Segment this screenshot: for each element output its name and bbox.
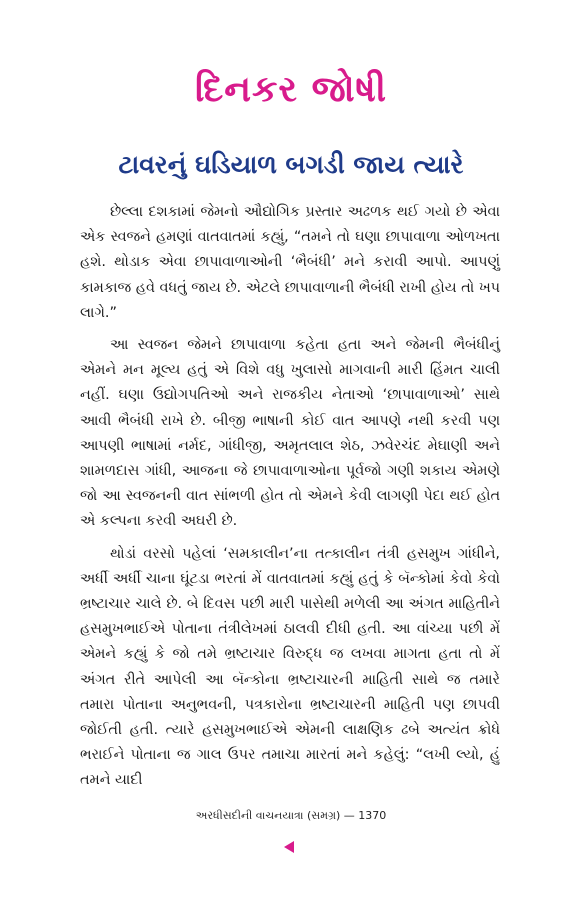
- article-title: ટાવરનું ઘડિયાળ બગડી જાય ત્યારે: [118, 150, 464, 179]
- page-footer: અરધીસદીની વાચનયાત્રા (સમગ્ર) — 1370: [195, 809, 387, 822]
- paragraph-2: આ સ્વજન જેમને છાપાવાળા કહેતા હતા અને જેમની ભૈબંધીનું એમને મન મૂલ્ય હતું એ વિશે વધુ ખુલાસો માગવાની મારી હિંમત ચાલી નહીં. ઘણા ઉદ્યોગપતિઓ અને રાજકીય નેતાઓ ‘છાપાવાળાઓ’ સાથે આવી ભૈબંધી રાખે છે. બીજી ભાષાની કોઈ વાત આપણે નથી કરવી પણ આપણી ભાષામાં નર્મદ, ગાંધીજી, અમૃતલાલ શેઠ, ઝવેરચંદ મેઘાણી અને શામળદાસ ગાંધી, આજના જે છાપાવાળાઓના પૂર્વજો ગણી શકાય એમણે જો આ સ્વજનની વાત સાંભળી હોત તો એમને કેવી લાગણી પેદા થઈ હોત એ કલ્પના કરવી અઘરી છે.: [80, 337, 500, 530]
- article-body: [80, 200, 500, 801]
- paragraph-1: છેલ્લા દશકામાં જેમનો ઔદ્યોગિક પ્રસ્તાર અઢળક થઈ ગયો છે એવા એક સ્વજને હમણાં વાતવાતમાં કહ્યું, “તમને તો ઘણા છાપાવાળા ઓળખતા હશે. થોડાક એવા છાપાવાળાઓની ‘ભૈબંધી’ મને કરાવી આપો. આપણું કામકાજ હવે વધતું જાય છે. એટલે છાપાવાળાની ભૈબંધી રાખી હોય તો ખપ લાગે.”: [80, 204, 500, 321]
- author-name: દિનકર જોષી: [194, 69, 388, 110]
- previous-arrow-icon[interactable]: [284, 841, 294, 853]
- paragraph-3: થોડાં વરસો પહેલાં ‘સમકાલીન’ના તત્કાલીન તંત્રી હસમુખ ગાંધીને, અર્ધી અર્ધી ચાના ઘૂંટડા ભરતાં મેં વાતવાતમાં કહ્યું હતું કે બૅન્કોમાં કેવો કેવો ભ્રષ્ટાચાર ચાલે છે. બે દિવસ પછી મારી પાસેથી મળેલી આ અંગત માહિતીને હસમુખભાઈએ પોતાના તંત્રીલેખમાં ઠાલવી દીધી હતી. આ વાંચ્યા પછી મેં એમને કહ્યું કે જો તમે ભ્રષ્ટાચાર વિરુદ્ધ જ લખવા માગતા હતા તો મેં અંગત રીતે આપેલી આ બૅન્કોના ભ્રષ્ટાચારની માહિતી સાથે જ તમારે તમારા પોતાના અનુભવની, પત્રકારોના ભ્રષ્ટાચારની માહિતી પણ છાપવી જોઈતી હતી. ત્યારે હસમુખભાઈએ એમની લાક્ષણિક ઢબે અત્યંત ક્રોધે ભરાઈને પોતાના જ ગાલ ઉપર તમાચા મારતાં મને કહેલું: “લખી લ્યો, હું તમને યાદી: [80, 545, 500, 789]
